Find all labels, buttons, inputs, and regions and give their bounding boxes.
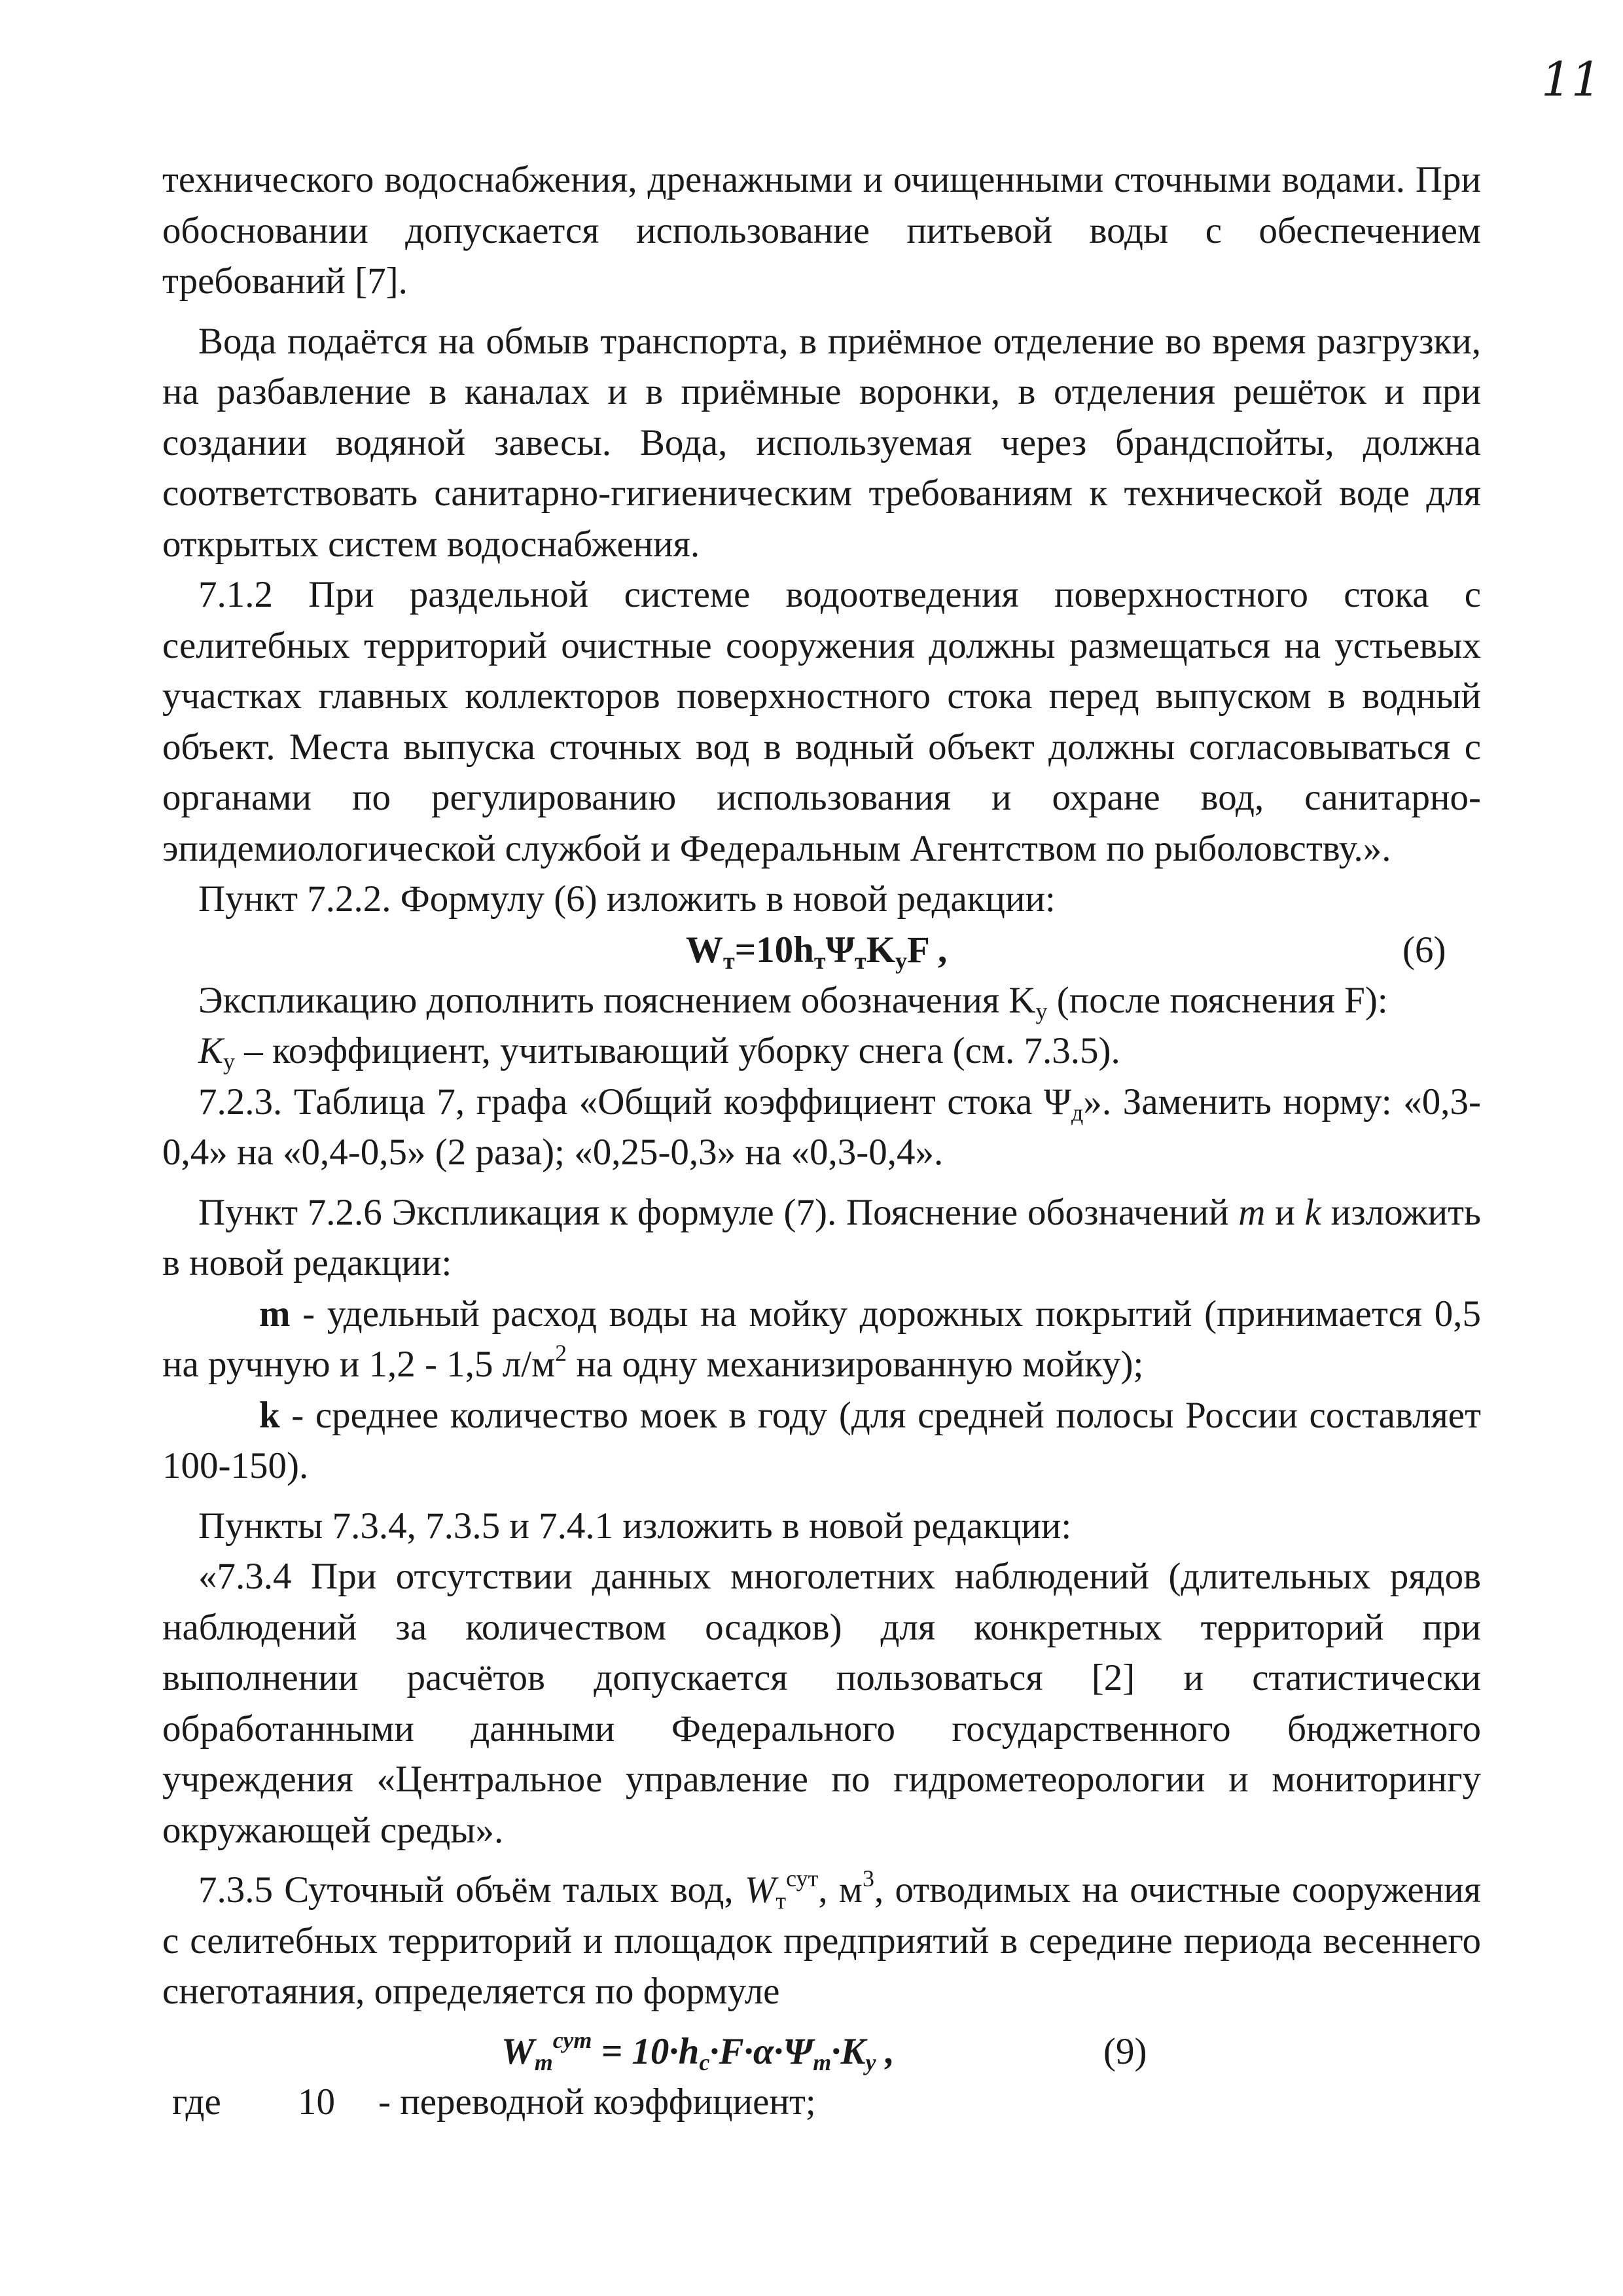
paragraph: «7.3.4 При отсутствии данных многолетних наблюдений (длительных рядов наблюдений за количеством осадков) для конкретных территорий при выполнении расчётов допускается пользоваться [2] и статистически обработанными данными Федерального государственного бюджетного учреждения «Центральное управление по гидрометеорологии и мониторингу окружающей среды». bbox=[162, 1556, 1481, 1851]
formula-9 bbox=[162, 2026, 1481, 2077]
paragraph: 7.2.3. Таблица 7, графа «Общий коэффициент стока $\Psi_д$». Заменить норму: «0,3-0,4» на «0,4-0,5» (2 раза); «0,25-0,3» на «0,3-0,4». bbox=[162, 1081, 1481, 1173]
paragraph: 7.1.2 При раздельной системе водоотведения поверхностного стока с селитебных территорий очистные сооружения должны размещаться на устьевых участках главных коллекторов поверхностного стока перед выпуском в водный объект. Места выпуска сточных вод в водный объект должны согласовываться с органами по регулированию использования и охране вод, санитарно-эпидемиологической службой и Федеральным Агентством по рыболовству.». bbox=[162, 574, 1481, 869]
paragraph: 7.3.5 Суточный объём талых вод, $W_т^{сут}$, $м^3$, отводимых на очистные сооружения с селитебных территорий и площадок предприятий в середине периода весеннего снеготаяния, определяется по формуле bbox=[162, 1865, 1481, 2012]
formula-6-number: (6) bbox=[1402, 929, 1446, 971]
document-body bbox=[162, 154, 1481, 2127]
paragraph: $K_у$ – коэффициент, учитывающий уборку снега (см. 7.3.5). bbox=[198, 1030, 1120, 1075]
formula-6-expression: $W_т=10h_т\Psi_тK_уF$ , bbox=[686, 929, 948, 974]
paragraph: Пункты 7.3.4, 7.3.5 и 7.4.1 изложить в новой редакции: bbox=[198, 1505, 1072, 1547]
where-value: 10 bbox=[298, 2081, 335, 2123]
paragraph: Пункт 7.2.2. Формулу (6) изложить в новой редакции: bbox=[198, 878, 1056, 920]
definition-m: m - удельный расход воды на мойку дорожных покрытий (принимается 0,5 на ручную и 1,2 - 1,5 $л/м^2$ на одну механизированную мойку); bbox=[162, 1293, 1481, 1385]
where-label: где bbox=[172, 2081, 221, 2123]
paragraph: технического водоснабжения, дренажными и очищенными сточными водами. При обосновании допускается использование питьевой воды с обеспечением требований [7]. bbox=[162, 159, 1481, 302]
paragraph: Экспликацию дополнить пояснением обозначения $K_у$ (после пояснения F): bbox=[198, 979, 1388, 1024]
paragraph: Пункт 7.2.6 Экспликация к формуле (7). Пояснение обозначений m и k изложить в новой редакции: bbox=[162, 1191, 1481, 1283]
where-line bbox=[162, 2077, 1481, 2127]
paragraph: Вода подаётся на обмыв транспорта, в приёмное отделение во время разгрузки, на разбавление в каналах и в приёмные воронки, в отделения решёток и при создании водяной завесы. Вода, используемая через брандспойты, должна соответствовать санитарно-гигиеническим требованиям к технической воде для открытых систем водоснабжения. bbox=[162, 320, 1481, 565]
formula-9-number: (9) bbox=[1103, 2030, 1147, 2072]
formula-6 bbox=[162, 925, 1481, 975]
formula-9-expression: $W_т^{сут} = 10\cdot h_с\cdot F\cdot\alpha\cdot\Psi_т\cdot K_у$ , bbox=[501, 2026, 895, 2075]
where-text: - переводной коэффициент; bbox=[378, 2081, 816, 2123]
definition-k: k - среднее количество моек в году (для средней полосы России составляет 100-150). bbox=[162, 1394, 1481, 1486]
page-number: 11 bbox=[1541, 52, 1601, 107]
